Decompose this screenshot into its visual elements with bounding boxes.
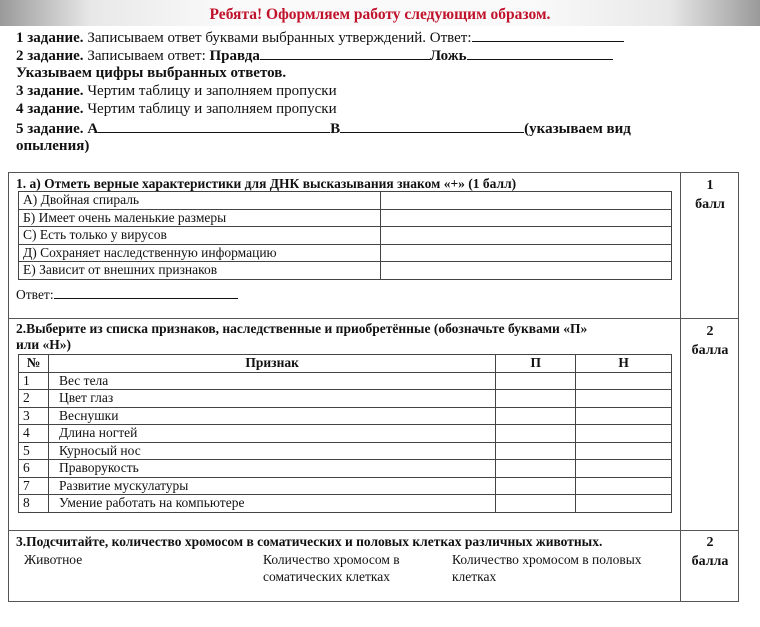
trait-cell: Праворукость — [48, 460, 495, 478]
col-header-n: Н — [576, 355, 672, 373]
col-somatic-line1: Количество хромосом в — [263, 552, 400, 567]
trait-cell: Длина ногтей — [48, 425, 495, 443]
p-cell[interactable] — [496, 495, 576, 513]
table-row — [19, 372, 672, 390]
instruction-2 — [16, 46, 613, 65]
table-row — [19, 442, 672, 460]
mark-cell[interactable] — [380, 244, 671, 262]
question-1-table — [18, 191, 672, 280]
task-4-text: Чертим таблицу и заполняем пропуски — [87, 101, 337, 117]
task-5-a-label: А — [87, 121, 99, 137]
col-header-trait: Признак — [48, 355, 495, 373]
table-row — [19, 244, 672, 262]
mark-cell[interactable] — [380, 192, 671, 210]
trait-cell: Курносый нос — [48, 442, 495, 460]
instruction-3 — [16, 82, 337, 100]
answer-blank — [54, 285, 238, 299]
task-5-b-label: В — [330, 121, 341, 137]
question-3-points — [681, 533, 739, 571]
trait-cell: Веснушки — [48, 407, 495, 425]
mark-cell[interactable] — [380, 262, 671, 280]
p-cell[interactable] — [496, 390, 576, 408]
n-cell[interactable] — [576, 372, 672, 390]
trait-cell: Умение работать на компьютере — [48, 495, 495, 513]
col-somatic-line2: соматических клетках — [263, 569, 391, 584]
task-1-text: Записываем ответ буквами выбранных утверждений. Ответ: — [87, 30, 472, 46]
task-2-text: Записываем ответ: — [87, 48, 206, 64]
p-cell[interactable] — [496, 477, 576, 495]
row-number: 3 — [19, 407, 49, 425]
trait-cell: Цвет глаз — [48, 390, 495, 408]
n-cell[interactable] — [576, 425, 672, 443]
points-value: 1 — [706, 178, 714, 193]
points-unit: балла — [691, 554, 729, 569]
col-sex-cells-line1: Количество хромосом в половых — [452, 552, 642, 567]
answer-label: Ответ: — [16, 287, 54, 302]
question-2-title — [16, 321, 587, 353]
table-row — [19, 425, 672, 443]
question-1-title: 1. а) Отметь верные характеристики для ДНК высказывания знаком «+» (1 балл) — [16, 176, 517, 191]
question-2-title-line2: или «Н») — [16, 337, 72, 352]
row-divider-1 — [8, 318, 739, 319]
question-3-title: 3.Подсчитайте, количество хромосом в соматических и половых клетках различных животных. — [16, 534, 603, 549]
trait-cell: Развитие мускулатуры — [48, 477, 495, 495]
points-value: 2 — [706, 324, 714, 339]
table-row — [19, 495, 672, 513]
instruction-5-note2 — [16, 137, 89, 155]
n-cell[interactable] — [576, 407, 672, 425]
mark-cell[interactable] — [380, 227, 671, 245]
n-cell[interactable] — [576, 495, 672, 513]
answer-blank-1 — [472, 28, 624, 42]
mark-cell[interactable] — [380, 209, 671, 227]
task-2-false-label: Ложь — [429, 48, 467, 64]
instruction-2-note — [16, 64, 286, 82]
row-number: 6 — [19, 460, 49, 478]
statement-cell: С) Есть только у вирусов — [19, 227, 381, 245]
task-4-label: 4 задание. — [16, 101, 84, 117]
col-header-number: № — [19, 355, 49, 373]
task-5-note2: опыления) — [16, 138, 90, 154]
instruction-1 — [16, 28, 624, 47]
row-number: 4 — [19, 425, 49, 443]
answer-blank-a — [98, 119, 330, 133]
answer-line — [16, 285, 238, 303]
false-blank — [467, 46, 613, 60]
task-3-text: Чертим таблицу и заполняем пропуски — [87, 83, 337, 99]
table-row — [19, 390, 672, 408]
statement-cell: А) Двойная спираль — [19, 192, 381, 210]
col-sex-cells-line2: клетках — [452, 569, 497, 584]
points-unit: балл — [695, 197, 725, 212]
question-2-table — [18, 354, 672, 513]
n-cell[interactable] — [576, 390, 672, 408]
col-somatic — [263, 551, 400, 585]
table-row — [19, 407, 672, 425]
question-2-title-line1: 2.Выберите из списка признаков, наследственные и приобретённые (обозначьте буквами «П» — [16, 321, 588, 336]
col-header-p: П — [496, 355, 576, 373]
col-sex-cells — [452, 551, 642, 585]
row-number: 2 — [19, 390, 49, 408]
answer-blank-b — [340, 119, 524, 133]
p-cell[interactable] — [496, 407, 576, 425]
table-row — [19, 209, 672, 227]
n-cell[interactable] — [576, 477, 672, 495]
task-2-note: Указываем цифры выбранных ответов. — [16, 65, 287, 81]
col-animal: Животное — [24, 552, 83, 567]
question-2-points — [681, 322, 739, 360]
task-2-true-label: Правда — [209, 48, 260, 64]
row-number: 8 — [19, 495, 49, 513]
true-blank — [260, 46, 430, 60]
table-row — [19, 192, 672, 210]
statement-cell: Е) Зависит от внешних признаков — [19, 262, 381, 280]
n-cell[interactable] — [576, 442, 672, 460]
trait-cell: Вес тела — [48, 372, 495, 390]
task-1-label: 1 задание. — [16, 30, 84, 46]
table-row — [19, 460, 672, 478]
n-cell[interactable] — [576, 460, 672, 478]
row-number: 5 — [19, 442, 49, 460]
task-5-note: (указываем вид — [524, 121, 631, 137]
page-title: Ребята! Оформляем работу следующим образом. — [209, 6, 551, 23]
statement-cell: Д) Сохраняет наследственную информацию — [19, 244, 381, 262]
instruction-5 — [16, 119, 631, 138]
points-value: 2 — [706, 535, 714, 550]
row-number: 1 — [19, 372, 49, 390]
statement-cell: Б) Имеет очень маленькие размеры — [19, 209, 381, 227]
instruction-4 — [16, 100, 337, 118]
points-unit: балла — [691, 343, 729, 358]
row-divider-2 — [8, 530, 739, 531]
task-5-label: 5 задание. — [16, 121, 84, 137]
question-1-points — [681, 176, 739, 214]
row-number: 7 — [19, 477, 49, 495]
p-cell[interactable] — [496, 425, 576, 443]
task-2-label: 2 задание. — [16, 48, 84, 64]
p-cell[interactable] — [496, 372, 576, 390]
table-row — [19, 477, 672, 495]
table-row — [19, 262, 672, 280]
p-cell[interactable] — [496, 442, 576, 460]
table-row — [19, 227, 672, 245]
p-cell[interactable] — [496, 460, 576, 478]
task-3-label: 3 задание. — [16, 83, 84, 99]
